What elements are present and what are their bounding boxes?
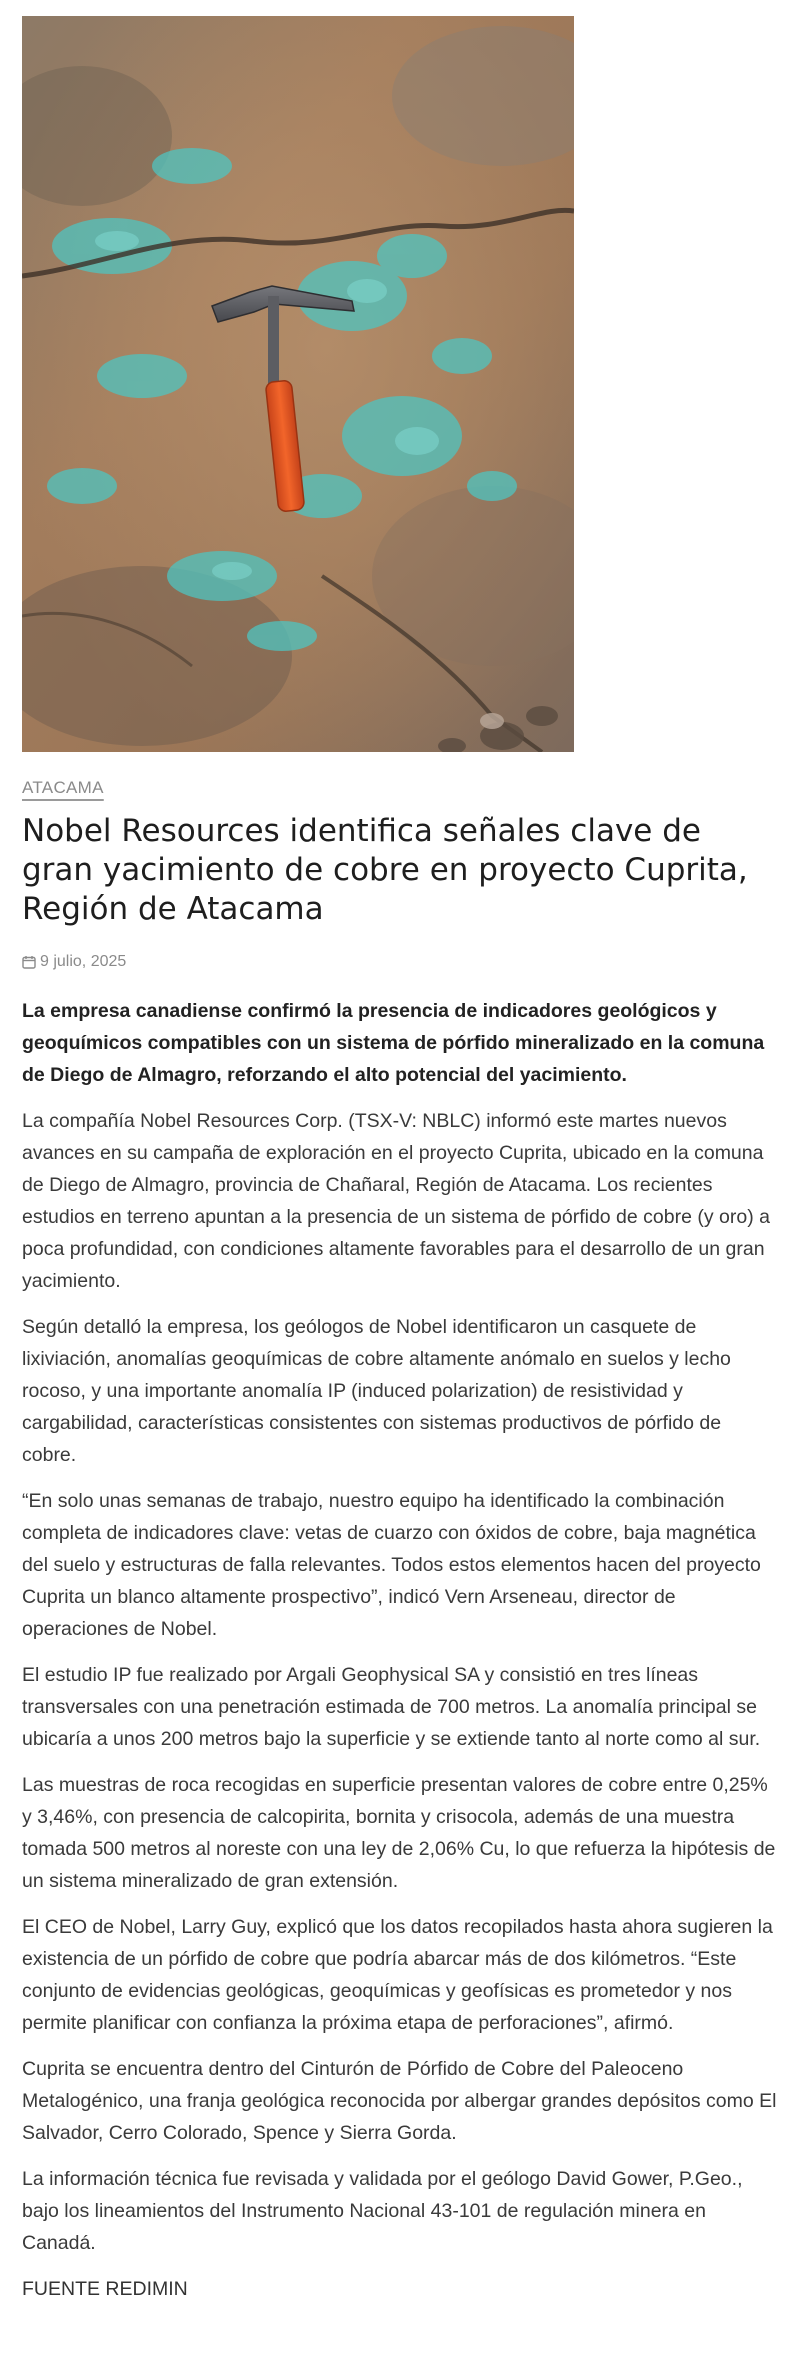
publish-date xyxy=(22,953,126,971)
paragraph: La información técnica fue revisada y validada por el geólogo David Gower, P.Geo., bajo los lineamientos del Instrumento Nacional 43-101 de regulación minera en Canadá. xyxy=(22,2168,743,2254)
article-title: Nobel Resources identifica señales clave de gran yacimiento de cobre en proyecto Cuprita, Región de Atacama xyxy=(22,813,748,927)
hero-image xyxy=(22,16,574,752)
article-source: FUENTE REDIMIN xyxy=(22,2278,188,2300)
paragraph: El estudio IP fue realizado por Argali Geophysical SA y consistió en tres líneas transversales con una penetración estimada de 700 metros. La anomalía principal se ubicaría a unos 200 metros bajo la superficie y se extiende tanto al norte como al sur. xyxy=(22,1664,761,1750)
publish-date-text: 9 julio, 2025 xyxy=(40,953,127,970)
paragraph: Las muestras de roca recogidas en superficie presentan valores de cobre entre 0,25% y 3,46%, con presencia de calcopirita, bornita y crisocola, además de una muestra tomada 500 metros al noreste con una ley de 2,06% Cu, lo que refuerza la hipótesis de un sistema mineralizado de gran extensión. xyxy=(22,1774,776,1892)
paragraph: Cuprita se encuentra dentro del Cinturón de Pórfido de Cobre del Paleoceno Metalogénico, una franja geológica reconocida por albergar grandes depósitos como El Salvador, Cerro Colorado, Spence y Sierra Gorda. xyxy=(22,2058,777,2144)
paragraph: El CEO de Nobel, Larry Guy, explicó que los datos recopilados hasta ahora sugieren la existencia de un pórfido de cobre que podría abarcar más de dos kilómetros. “Este conjunto de evidencias geológicas, geoquímicas y geofísicas es prometedor y nos permite planificar con confianza la próxima etapa de perforaciones”, afirmó. xyxy=(22,1916,773,2034)
paragraph: Según detalló la empresa, los geólogos de Nobel identificaron un casquete de lixiviación, anomalías geoquímicas de cobre altamente anómalo en suelos y lecho rocoso, y una importante anomalía IP (induced polarization) de resistividad y cargabilidad, características consistentes con sistemas productivos de pórfido de cobre. xyxy=(22,1316,731,1466)
calendar-icon xyxy=(22,955,36,969)
paragraph: “En solo unas semanas de trabajo, nuestro equipo ha identificado la combinación completa de indicadores clave: vetas de cuarzo con óxidos de cobre, baja magnética del suelo y estructuras de falla relevantes. Todos estos elementos hacen del proyecto Cuprita un blanco altamente prospectivo”, indicó Vern Arseneau, director de operaciones de Nobel. xyxy=(22,1490,761,1640)
paragraph: La compañía Nobel Resources Corp. (TSX-V: NBLC) informó este martes nuevos avances en su campaña de exploración en el proyecto Cuprita, ubicado en la comuna de Diego de Almagro, provincia de Chañaral, Región de Atacama. Los recientes estudios en terreno apuntan a la presencia de un sistema de pórfido de cobre (y oro) a poca profundidad, con condiciones altamente favorables para el desarrollo de un gran yacimiento. xyxy=(22,1110,770,1292)
article-lead: La empresa canadiense confirmó la presencia de indicadores geológicos y geoquímicos compatibles con un sistema de pórfido mineralizado en la comuna de Diego de Almagro, reforzando el alto potencial del yacimiento. xyxy=(22,1000,765,1086)
article-body xyxy=(22,995,778,2319)
category-link[interactable]: ATACAMA xyxy=(22,778,104,797)
